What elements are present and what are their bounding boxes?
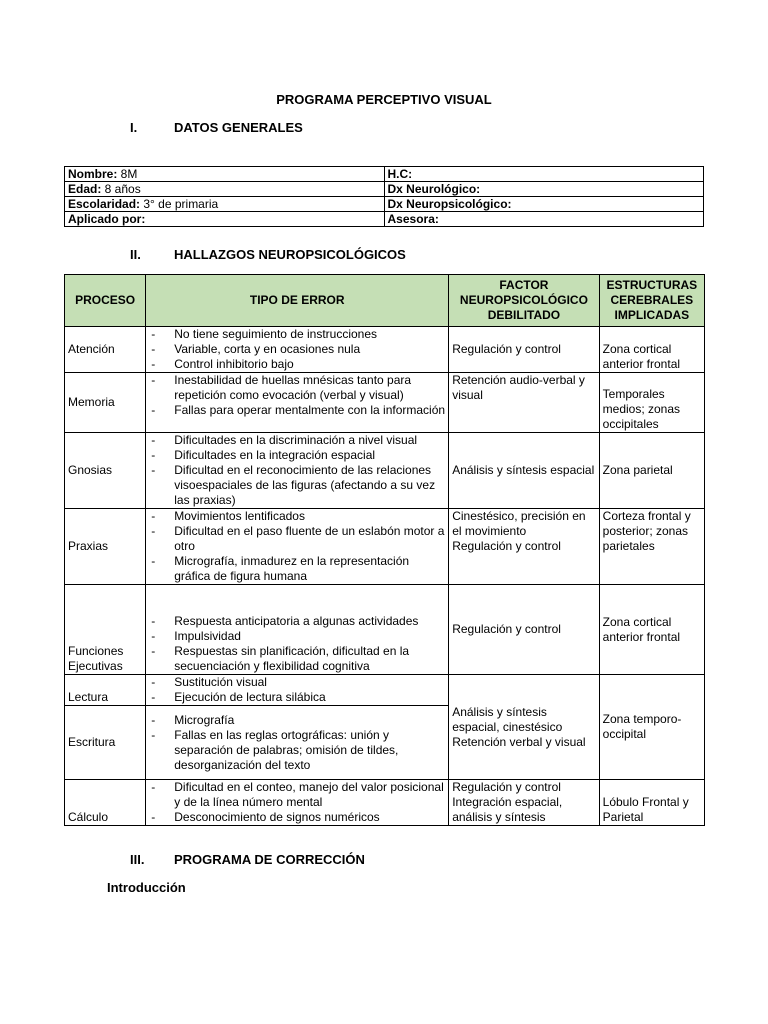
- field-label: Edad:: [68, 182, 102, 196]
- estructuras-cell: Lóbulo Frontal y Parietal: [599, 780, 704, 826]
- errors-cell: [146, 509, 449, 585]
- field-value: 8M: [117, 167, 138, 181]
- proceso-cell: Praxias: [65, 509, 146, 585]
- factor-cell: Regulación y control: [449, 585, 599, 675]
- list-item: - Respuesta anticipatoria a algunas actividades: [149, 614, 445, 629]
- field-value: 8 años: [101, 182, 141, 196]
- error-list: [149, 509, 445, 584]
- estructuras-cell: Zona cortical anterior frontal: [599, 585, 704, 675]
- section-number: II.: [130, 247, 141, 262]
- proceso-cell: Atención: [65, 327, 146, 373]
- list-item: - Fallas para operar mentalmente con la información: [149, 403, 445, 418]
- list-item: - No tiene seguimiento de instrucciones: [149, 327, 445, 342]
- table-header-row: [65, 275, 705, 327]
- list-item: - Inestabilidad de huellas mnésicas tanto para repetición como evocación (verbal y visual): [149, 373, 445, 403]
- table-row: [65, 509, 705, 585]
- section-label: PROGRAMA DE CORRECCIÓN: [174, 852, 365, 867]
- header-tipo-error: TIPO DE ERROR: [146, 275, 449, 327]
- errors-cell: [146, 433, 449, 509]
- error-list: [149, 780, 445, 825]
- hc-cell: [384, 167, 704, 182]
- field-label: Escolaridad:: [68, 197, 141, 211]
- estructuras-cell: Zona parietal: [599, 433, 704, 509]
- table-row: [65, 167, 704, 182]
- errors-cell: [146, 373, 449, 433]
- field-value: 3° de primaria: [140, 197, 219, 211]
- list-item: - Sustitución visual: [149, 675, 445, 690]
- factor-cell: Regulación y control: [449, 327, 599, 373]
- field-label: H.C:: [387, 167, 413, 181]
- errors-cell: [146, 327, 449, 373]
- list-item: - Movimientos lentificados: [149, 509, 445, 524]
- factor-cell: Análisis y síntesis espacial: [449, 433, 599, 509]
- list-item: - Desconocimiento de signos numéricos: [149, 810, 445, 825]
- list-item: - Variable, corta y en ocasiones nula: [149, 342, 445, 357]
- proceso-cell: Escritura: [65, 706, 146, 780]
- section-number: I.: [130, 120, 138, 135]
- table-row: [65, 212, 704, 227]
- proceso-cell: Cálculo: [65, 780, 146, 826]
- error-list: [149, 373, 445, 418]
- list-item: - Dificultad en el paso fluente de un eslabón motor a otro: [149, 524, 445, 554]
- dx-neurologico-cell: [384, 182, 704, 197]
- proceso-cell: Memoria: [65, 373, 146, 433]
- list-item: - Respuestas sin planificación, dificultad en la secuenciación y flexibilidad cognitiva: [149, 644, 445, 674]
- list-item: - Dificultades en la integración espacial: [149, 448, 445, 463]
- header-estructuras: ESTRUCTURAS CEREBRALES IMPLICADAS: [599, 275, 704, 327]
- dx-neuropsicologico-cell: [384, 197, 704, 212]
- page-title: PROGRAMA PERCEPTIVO VISUAL: [276, 92, 492, 107]
- section-heading-correction: [130, 852, 365, 867]
- table-row: [65, 327, 705, 373]
- factor-cell: Cinestésico, precisión en el movimiento Regulación y control: [449, 509, 599, 585]
- table-row: [65, 780, 705, 826]
- list-item: - Impulsividad: [149, 629, 445, 644]
- field-label: Nombre:: [68, 167, 118, 181]
- field-label: Aplicado por:: [68, 212, 146, 226]
- list-item: - Control inhibitorio bajo: [149, 357, 445, 372]
- errors-cell: [146, 706, 449, 780]
- table-row: [65, 433, 705, 509]
- errors-cell: [146, 780, 449, 826]
- field-label: Dx Neurológico:: [387, 182, 481, 196]
- field-label: Asesora:: [387, 212, 439, 226]
- section-heading-general: [130, 120, 303, 135]
- header-factor: FACTOR NEUROPSICOLÓGICO DEBILITADO: [449, 275, 599, 327]
- table-row: [65, 373, 705, 433]
- table-row: [65, 675, 705, 706]
- estructuras-cell: Zona cortical anterior frontal: [599, 327, 704, 373]
- section-heading-findings: [130, 247, 406, 262]
- proceso-cell: Gnosias: [65, 433, 146, 509]
- factor-cell: Retención audio-verbal y visual: [449, 373, 599, 433]
- escolaridad-cell: [65, 197, 385, 212]
- section-label: DATOS GENERALES: [174, 120, 303, 135]
- estructuras-cell: Corteza frontal y posterior; zonas parietales: [599, 509, 704, 585]
- proceso-cell: Lectura: [65, 675, 146, 706]
- general-data-table: [64, 166, 704, 227]
- error-list: [149, 713, 445, 773]
- edad-cell: [65, 182, 385, 197]
- estructuras-cell: Temporales medios; zonas occipitales: [599, 373, 704, 433]
- findings-table: [64, 274, 705, 826]
- errors-cell: [146, 585, 449, 675]
- header-proceso: PROCESO: [65, 275, 146, 327]
- table-row: [65, 197, 704, 212]
- errors-cell: [146, 675, 449, 706]
- table-row: [65, 585, 705, 675]
- list-item: - Fallas en las reglas ortográficas: unión y separación de palabras; omisión de tildes, desorganización del texto: [149, 728, 445, 773]
- intro-heading: Introducción: [107, 880, 186, 895]
- section-label: HALLAZGOS NEUROPSICOLÓGICOS: [174, 247, 406, 262]
- estructuras-cell: Zona temporo-occipital: [599, 675, 704, 780]
- error-list: [149, 433, 445, 508]
- aplicado-cell: [65, 212, 385, 227]
- list-item: - Micrografía, inmadurez en la representación gráfica de figura humana: [149, 554, 445, 584]
- factor-cell: Regulación y control Integración espacial, análisis y síntesis: [449, 780, 599, 826]
- section-number: III.: [130, 852, 145, 867]
- error-list: [149, 614, 445, 674]
- nombre-cell: [65, 167, 385, 182]
- list-item: - Dificultad en el reconocimiento de las relaciones visoespaciales de las figuras (afectando a su vez las praxias): [149, 463, 445, 508]
- list-item: - Dificultad en el conteo, manejo del valor posicional y de la línea número mental: [149, 780, 445, 810]
- error-list: [149, 327, 445, 372]
- factor-cell: Análisis y síntesis espacial, cinestésico Retención verbal y visual: [449, 675, 599, 780]
- list-item: - Micrografía: [149, 713, 445, 728]
- table-row: [65, 182, 704, 197]
- asesora-cell: [384, 212, 704, 227]
- list-item: - Ejecución de lectura silábica: [149, 690, 445, 705]
- list-item: - Dificultades en la discriminación a nivel visual: [149, 433, 445, 448]
- field-label: Dx Neuropsicológico:: [387, 197, 512, 211]
- proceso-cell: Funciones Ejecutivas: [65, 585, 146, 675]
- error-list: [149, 675, 445, 705]
